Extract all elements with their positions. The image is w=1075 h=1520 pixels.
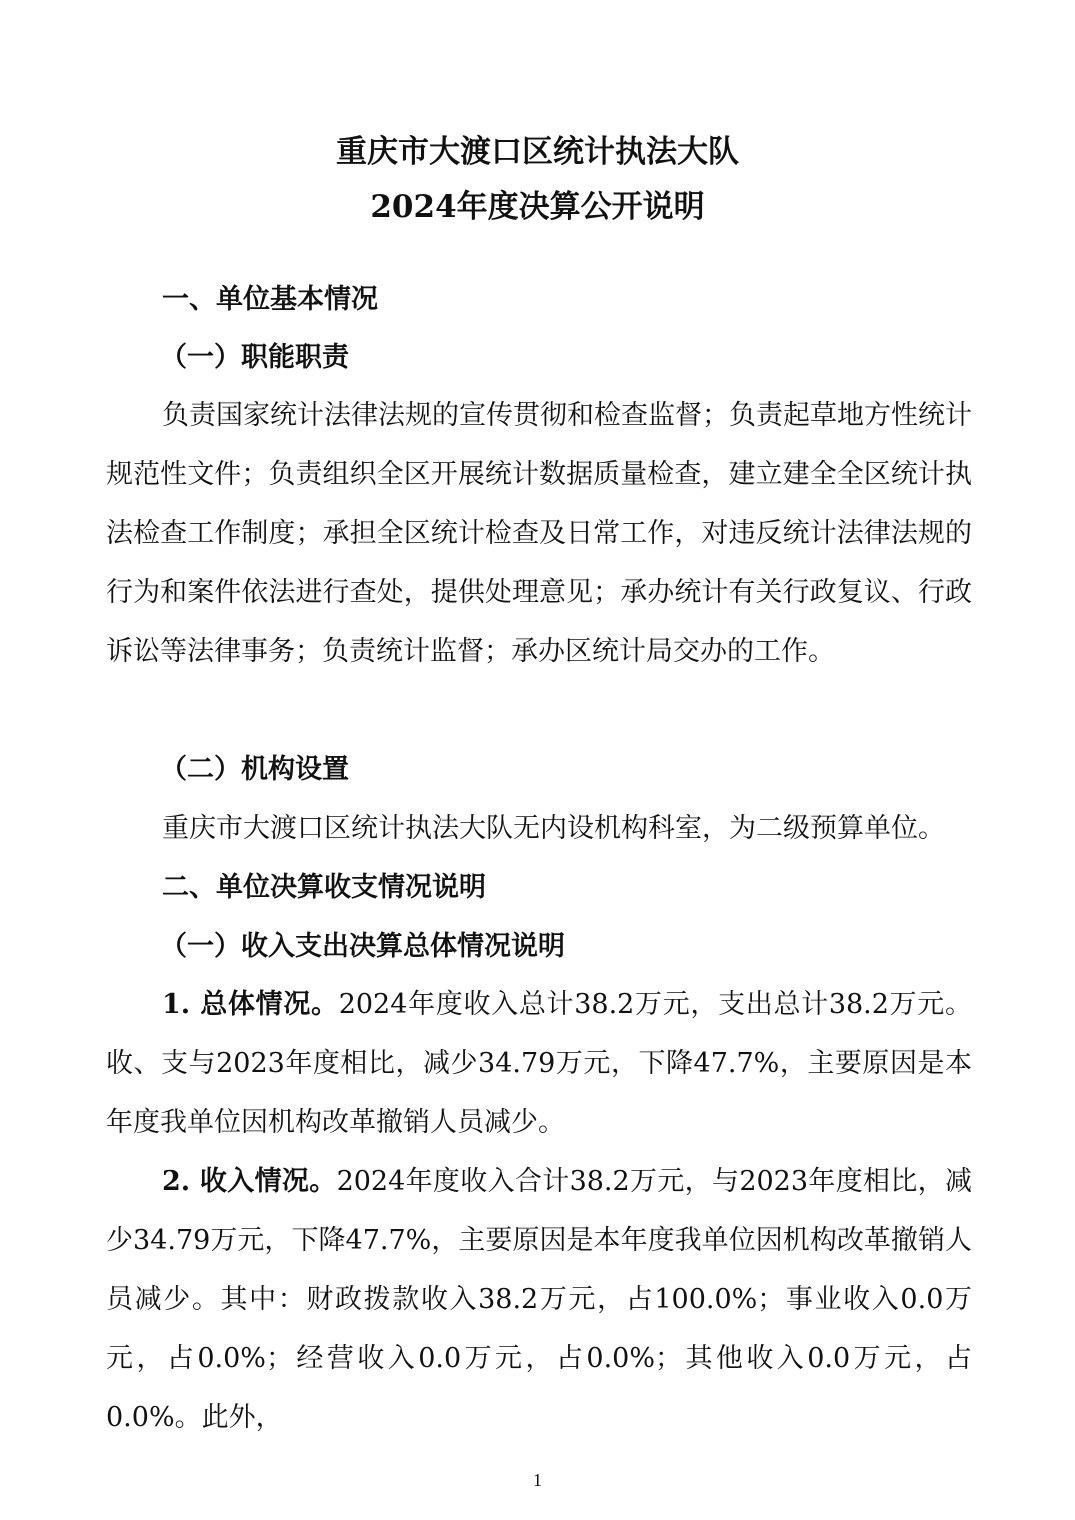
item1-text: 2024年度收入总计38.2万元，支出总计38.2万元。收、支与2023年度相比，减少34.79万元，下降47.7%，主要原因是本年度我单位因机构改革撤销人员减少。 xyxy=(106,989,972,1138)
item1-paragraph xyxy=(106,975,972,1152)
section1-sub2-heading: （二）机构设置 xyxy=(160,754,349,785)
document-title-line2: 2024年度决算公开说明 xyxy=(370,189,705,225)
section1-sub2-paragraph: 重庆市大渡口区统计执法大队无内设机构科室，为二级预算单位。 xyxy=(162,813,945,844)
item2-label: 2. 收入情况。 xyxy=(162,1166,337,1197)
item1-label: 1. 总体情况。 xyxy=(162,989,339,1020)
document-title-line1: 重庆市大渡口区统计执法大队 xyxy=(336,134,739,170)
section2-sub1-heading: （一）收入支出决算总体情况说明 xyxy=(160,931,565,962)
item2-paragraph xyxy=(106,1152,972,1447)
page-number: 1 xyxy=(533,1470,542,1490)
section1-sub1-heading: （一）职能职责 xyxy=(160,342,349,373)
item2-text: 2024年度收入合计38.2万元，与2023年度相比，减少34.79万元，下降47.7%，主要原因是本年度我单位因机构改革撤销人员减少。其中：财政拨款收入38.2万元，占100.0%；事业收入0.0万元，占0.0%；经营收入0.0万元，占0.0%；其他收入0.0万元，占0.0%。此外， xyxy=(106,1166,972,1433)
section2-heading: 二、单位决算收支情况说明 xyxy=(162,872,486,903)
section1-sub1-paragraph: 负责国家统计法律法规的宣传贯彻和检查监督；负责起草地方性统计规范性文件；负责组织全区开展统计数据质量检查，建立建全全区统计执法检查工作制度；承担全区统计检查及日常工作，对违反统计法律法规的行为和案件依法进行查处，提供处理意见；承办统计有关行政复议、行政诉讼等法律事务；负责统计监督；承办区统计局交办的工作。 xyxy=(106,400,972,667)
section1-heading: 一、单位基本情况 xyxy=(162,284,378,315)
